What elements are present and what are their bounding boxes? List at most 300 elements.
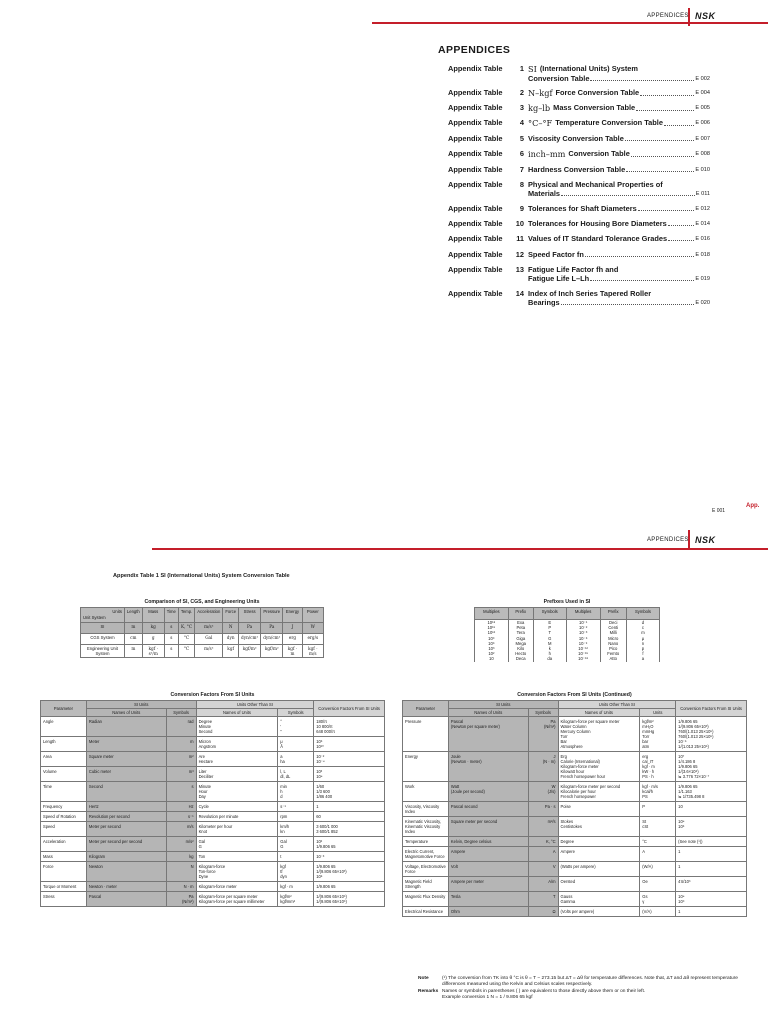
- comparison-col-header: Temp.: [178, 608, 194, 623]
- parameter-cell: Kinematic Viscosity, Kinematic Viscosity Index: [403, 817, 449, 837]
- other-name-cell: Gauss Gamma: [558, 892, 640, 907]
- parameter-cell: Mass: [41, 852, 87, 862]
- prefix-cell: Pico: [600, 646, 626, 651]
- remarks-text: Names or symbols in parentheses ( ) are equivalent to those directly above them or on their left.: [442, 989, 646, 994]
- toc-leader-dots: [590, 274, 694, 281]
- toc-entry-label: Appendix Table: [448, 149, 503, 159]
- si-symbol-cell: A/m: [528, 877, 558, 892]
- prefix-cell: Giga: [508, 636, 533, 641]
- other-name-cell: Oersted: [558, 877, 640, 892]
- toc-entry-title: [528, 250, 710, 259]
- comparison-cell: kgf/m²: [261, 645, 283, 658]
- units-label: Units: [112, 609, 122, 614]
- toc-leader-dots: [664, 118, 694, 126]
- si-symbol-cell: kg: [166, 852, 196, 862]
- comparison-col-header: Acceleration: [195, 608, 223, 623]
- si-name-cell: Volt: [448, 862, 528, 877]
- prefix-cell: 10¹⁸: [475, 620, 509, 626]
- toc-entry-text: (International Units) System: [539, 64, 638, 73]
- prefixes-header-row: [475, 608, 660, 620]
- si-name-cell: Joule (Newton · meter): [448, 752, 528, 782]
- si-symbol-cell: Pa (N/m²): [166, 892, 196, 907]
- toc-entry-label: Appendix Table: [448, 218, 503, 228]
- factor-cell: 1: [676, 847, 747, 862]
- conversion-factor-header: Conversion Factors From SI Units: [676, 701, 747, 717]
- toc-entry-text: Mass Conversion Table: [553, 102, 636, 112]
- toc-entry-text: Speed Factor fn: [528, 249, 584, 259]
- toc-entry-text: Bearings: [528, 297, 560, 307]
- si-name-cell: Square meter: [86, 752, 166, 767]
- si-name-cell: Tesla: [448, 892, 528, 907]
- toc-entry-line: [528, 103, 710, 113]
- toc-entry-title: [528, 234, 710, 243]
- conversion-row: [403, 752, 747, 782]
- conversion-row: [403, 802, 747, 817]
- comparison-col-header: Stress: [239, 608, 261, 623]
- other-name-cell: Kilogram-force meter per second Kilocalorie per hour French horsepower: [558, 782, 640, 802]
- other-units-header: Units Other Than SI: [196, 701, 314, 709]
- si-name-cell: Ohm: [448, 907, 528, 917]
- toc-entry-symbol: N–kgf: [528, 87, 553, 98]
- toc-entry-title: [528, 289, 710, 307]
- toc-entry[interactable]: [448, 204, 710, 219]
- factor-cell: 1/9.806 65: [314, 882, 385, 892]
- toc-entry[interactable]: [448, 64, 710, 88]
- toc-entry[interactable]: [448, 165, 710, 180]
- prefix-cell: Deci: [600, 620, 626, 626]
- comparison-table: [80, 607, 324, 658]
- prefix-cell: Tera: [508, 630, 533, 635]
- toc-entry-label: Appendix Table: [448, 64, 503, 73]
- factor-cell: 1/9.806 65 1/(9.806 65×10³) 10⁵: [314, 862, 385, 882]
- toc-entry-label: Appendix Table: [448, 87, 503, 97]
- prefix-cell: da: [533, 656, 566, 661]
- parameter-cell: Magnetic Field Strength: [403, 877, 449, 892]
- si-symbol-cell: N · m: [166, 882, 196, 892]
- toc-entry-label: Appendix Table: [448, 288, 503, 298]
- toc-entry-text: Viscosity Conversion Table: [528, 133, 624, 143]
- toc-entry-line: [528, 204, 710, 213]
- toc-leader-dots: [668, 219, 695, 226]
- comparison-cell: Gal: [195, 634, 223, 645]
- parameter-cell: Time: [41, 782, 87, 802]
- toc-entry-symbol: inch–mm: [528, 149, 566, 160]
- toc-entry-number: 3: [519, 102, 524, 112]
- conversion-row: [41, 737, 385, 752]
- si-symbol-cell: J (N · m): [528, 752, 558, 782]
- toc-entry-page: E 014: [695, 220, 710, 227]
- si-symbol-cell: V: [528, 862, 558, 877]
- si-name-cell: Kilogram: [86, 852, 166, 862]
- other-names-header: Names of Units: [558, 709, 640, 717]
- toc-entry-text: Hardness Conversion Table: [528, 164, 626, 174]
- si-name-cell: Pascal (Newton per square meter): [448, 717, 528, 752]
- toc-entry[interactable]: [448, 103, 710, 118]
- other-symbol-cell: ° ′ ″: [278, 717, 314, 737]
- toc-entry-label: Appendix Table: [448, 234, 503, 244]
- prefix-cell: P: [533, 625, 566, 630]
- comparison-row-name: CGS System: [81, 634, 125, 645]
- toc-entry-line: [528, 265, 710, 274]
- prefix-cell: 10⁻⁹: [566, 641, 600, 646]
- other-name-cell: Are Hectare: [196, 752, 278, 767]
- comparison-cell: J: [283, 623, 302, 634]
- comparison-cell: m/s²: [195, 623, 223, 634]
- nsk-logo-top: NSK: [695, 11, 716, 21]
- toc-entry-symbol: SI: [528, 64, 537, 74]
- si-name-cell: Ampere per meter: [448, 877, 528, 892]
- comparison-cell: s: [164, 623, 178, 634]
- other-name-cell: Kilogram-force meter: [196, 882, 278, 892]
- prefixes-caption: Prefixes Used in SI: [543, 599, 591, 605]
- toc-entry-title: [528, 165, 710, 174]
- other-name-cell: Minute Hour Day: [196, 782, 278, 802]
- comparison-cell: kgf · s²/m: [142, 645, 164, 658]
- prefix-cell: f: [626, 651, 659, 656]
- toc-list: [448, 64, 710, 312]
- other-name-cell: Stokes Centistokes: [558, 817, 640, 837]
- prefix-cell: h: [533, 651, 566, 656]
- toc-entry-title: [528, 134, 710, 143]
- conversion-row: [41, 882, 385, 892]
- factor-cell: 10⁴ 10⁹: [676, 892, 747, 907]
- prefixes-col-header: Symbols: [626, 608, 659, 620]
- parameter-cell: Speed: [41, 822, 87, 837]
- prefix-cell: μ: [626, 636, 659, 641]
- other-symbol-cell: Oe: [640, 877, 676, 892]
- toc-entry-line: [528, 134, 710, 143]
- factor-cell: 1/9.806 65 1/(9.806 65×10³) 760/(1.013 25×10⁵) 760/(1.013 25×10⁵) 10⁻⁵ 1/(1.013 25×10⁵): [676, 717, 747, 752]
- other-name-cell: (Watts per ampere): [558, 862, 640, 877]
- si-units-header: SI Units: [448, 701, 558, 709]
- other-symbol-cell: kgf/m² mH₂O mmHg Torr bar atm: [640, 717, 676, 752]
- other-name-cell: Micron Angstrom: [196, 737, 278, 752]
- comparison-col-header: Length: [124, 608, 142, 623]
- parameter-cell: Temperature: [403, 837, 449, 847]
- note-text: (¹) The conversion from TK into θ °C is θ = T − 273.15 but ΔT = Δθ for temperature differences. Note that, ΔT and Δθ represent temperature differences measured using the Kelvin and Celsius scales respectively.: [442, 976, 738, 987]
- toc-entry-title: [528, 219, 710, 228]
- toc-entry-text: Tolerances for Housing Bore Diameters: [528, 218, 667, 228]
- conversion-factor-header: Conversion Factors From SI Units: [314, 701, 385, 717]
- toc-leader-dots: [561, 189, 695, 196]
- toc-entry-title: [528, 204, 710, 213]
- parameter-cell: Frequency: [41, 802, 87, 812]
- parameter-cell: Stress: [41, 892, 87, 907]
- prefix-cell: Atto: [600, 656, 626, 661]
- toc-entry-page: E 012: [695, 205, 710, 212]
- header-label-bottom: APPENDICES: [647, 537, 689, 543]
- toc-entry-page: E 016: [695, 236, 710, 243]
- section-title: Appendix Table 1 SI (International Units) System Conversion Table: [113, 573, 290, 579]
- parameter-cell: Electrical Resistance: [403, 907, 449, 917]
- toc-entry-line: [528, 234, 710, 243]
- factor-cell: 10³ 10⁴: [314, 767, 385, 782]
- toc-entry[interactable]: [448, 234, 710, 249]
- toc-entry[interactable]: [448, 289, 710, 313]
- prefix-cell: Nano: [600, 641, 626, 646]
- toc-entry[interactable]: [448, 265, 710, 289]
- toc-entry-text: Force Conversion Table: [555, 87, 640, 97]
- toc-entry-label: Appendix Table: [448, 118, 503, 128]
- parameter-cell: Speed of Rotation: [41, 812, 87, 822]
- comparison-cell: °C: [178, 634, 194, 645]
- si-symbol-cell: K, °C: [528, 837, 558, 847]
- other-symbol-cell: kgf · m: [278, 882, 314, 892]
- parameter-cell: Magnetic Flux Density: [403, 892, 449, 907]
- other-name-cell: Kilogram-force per square meter Kilogram-force per square millimeter: [196, 892, 278, 907]
- other-symbol-cell: km/h kn: [278, 822, 314, 837]
- other-symbol-cell: min h d: [278, 782, 314, 802]
- toc-entry[interactable]: [448, 219, 710, 234]
- toc-entry-text: Materials: [528, 188, 561, 198]
- prefix-cell: k: [533, 646, 566, 651]
- toc-entry-symbol: kg–lb: [528, 102, 551, 113]
- other-symbol-cell: Gs γ: [640, 892, 676, 907]
- si-symbol-cell: rad: [166, 717, 196, 737]
- parameter-cell: Area: [41, 752, 87, 767]
- conversion-row: [41, 812, 385, 822]
- other-name-cell: Kilogram-force per square meter Water Column Mercury Column Torr Bar Atmosphere: [558, 717, 640, 752]
- toc-entry-text: Fatigue Life L–Lh: [528, 274, 590, 284]
- si-name-cell: Newton: [86, 862, 166, 882]
- comparison-cell: W: [302, 623, 323, 634]
- other-name-cell: Ton: [196, 852, 278, 862]
- comparison-corner-cell: [81, 608, 125, 623]
- toc-entry[interactable]: [448, 88, 710, 103]
- prefix-cell: 10⁻²: [566, 625, 600, 630]
- other-symbol-cell: a ha: [278, 752, 314, 767]
- parameter-cell: Viscosity, Viscosity Index: [403, 802, 449, 817]
- toc-leader-dots: [585, 250, 695, 257]
- comparison-row: [81, 645, 324, 658]
- toc-leader-dots: [626, 165, 694, 172]
- toc-entry-number: 4: [519, 118, 524, 128]
- toc-entry[interactable]: [448, 134, 710, 149]
- comparison-caption: Comparison of SI, CGS, and Engineering Units: [144, 599, 260, 605]
- toc-leader-dots: [640, 88, 694, 96]
- prefixes-table: [474, 607, 660, 662]
- prefix-cell: T: [533, 630, 566, 635]
- toc-leader-dots: [631, 149, 695, 157]
- si-name-cell: Meter per second per second: [86, 837, 166, 852]
- si-symbol-cell: Hz: [166, 802, 196, 812]
- comparison-col-header: Pressure: [261, 608, 283, 623]
- toc-entry[interactable]: [448, 250, 710, 265]
- toc-entry-line: [528, 118, 710, 128]
- parameter-cell: Angle: [41, 717, 87, 737]
- toc-entry-line: [528, 165, 710, 174]
- other-symbols-header: Symbols: [278, 709, 314, 717]
- other-symbol-cell: P: [640, 802, 676, 817]
- comparison-cell: Pa: [239, 623, 261, 634]
- conversion-row: [403, 817, 747, 837]
- si-symbol-cell: T: [528, 892, 558, 907]
- other-symbol-cell: kgf tf dyn: [278, 862, 314, 882]
- other-name-cell: Cycle: [196, 802, 278, 812]
- conversion-header-row: [41, 701, 385, 709]
- toc-leader-dots: [590, 74, 694, 81]
- conversion-row: [403, 782, 747, 802]
- other-units-header: Units Other Than SI: [558, 701, 676, 709]
- toc-entry-text: Conversion Table: [528, 74, 590, 83]
- conversion-row: [403, 847, 747, 862]
- prefixes-col-header: Multiples: [566, 608, 600, 620]
- comparison-cell: Pa: [261, 623, 283, 634]
- conversion-row: [403, 892, 747, 907]
- prefix-cell: 10²: [475, 651, 509, 656]
- other-symbol-cell: (V/A): [640, 907, 676, 917]
- prefix-cell: Centi: [600, 625, 626, 630]
- prefix-cell: Mega: [508, 641, 533, 646]
- prefix-cell: Milli: [600, 630, 626, 635]
- comparison-cell: kgf/m²: [239, 645, 261, 658]
- parameter-cell: Length: [41, 737, 87, 752]
- toc-entry-number: 10: [515, 218, 524, 228]
- toc-entry-line: [528, 250, 710, 259]
- si-name-cell: Newton · meter: [86, 882, 166, 892]
- other-symbol-cell: t: [278, 852, 314, 862]
- toc-entry-line: [528, 64, 710, 74]
- toc-leader-dots: [668, 234, 694, 241]
- si-name-cell: Cubic meter: [86, 767, 166, 782]
- toc-entry-label: Appendix Table: [448, 249, 503, 259]
- toc-entry-line: [528, 289, 710, 298]
- other-name-cell: Ampere: [558, 847, 640, 862]
- prefix-cell: m: [626, 630, 659, 635]
- si-name-cell: Radian: [86, 717, 166, 737]
- prefix-cell: M: [533, 641, 566, 646]
- comparison-row: [81, 623, 324, 634]
- toc-leader-dots: [636, 103, 694, 111]
- toc-entry[interactable]: [448, 180, 710, 204]
- other-symbol-cell: A: [640, 847, 676, 862]
- toc-entry[interactable]: [448, 118, 710, 133]
- prefixes-col-header: Prefix: [600, 608, 626, 620]
- prefix-cell: Hecto: [508, 651, 533, 656]
- other-symbol-cell: erg cal_IT kgf · m kW · h PS · h: [640, 752, 676, 782]
- prefix-cell: 10⁻³: [566, 630, 600, 635]
- toc-entry-title: [528, 103, 710, 113]
- si-symbol-cell: W (J/s): [528, 782, 558, 802]
- conversion-header-row: [403, 701, 747, 709]
- other-name-cell: Revolution per minute: [196, 812, 278, 822]
- toc-entry-text: Conversion Table: [568, 149, 630, 159]
- toc-entry-page: E 006: [695, 120, 710, 127]
- toc-entry-number: 8: [519, 179, 524, 189]
- other-name-cell: Kilogram-force Ton-force Dyne: [196, 862, 278, 882]
- toc-entry-number: 6: [519, 149, 524, 159]
- toc-entry-text: Temperature Conversion Table: [555, 118, 663, 128]
- si-name-cell: Square meter per second: [448, 817, 528, 837]
- example-text: Example conversion 1 N = 1 / 9.806 65 kgf: [442, 995, 533, 1000]
- other-symbols-header: Units: [640, 709, 676, 717]
- toc-entry-page: E 018: [695, 251, 710, 258]
- toc-entry-line: [528, 149, 710, 159]
- comparison-row: [81, 634, 324, 645]
- si-symbol-cell: Pa (N/m²): [528, 717, 558, 752]
- factor-cell: 1/9.806 65 1/1.163 ≒ 1/735.498 8: [676, 782, 747, 802]
- toc-entry-line: [528, 274, 710, 283]
- toc-entry-title: [528, 265, 710, 283]
- si-name-cell: Meter per second: [86, 822, 166, 837]
- factor-cell: 10² 1/9.806 65: [314, 837, 385, 852]
- comparison-cell: dyn: [223, 634, 239, 645]
- conversion-row: [41, 892, 385, 907]
- toc-entry-page: E 004: [695, 89, 710, 96]
- other-symbol-cell: (W/A): [640, 862, 676, 877]
- si-name-cell: Ampere: [448, 847, 528, 862]
- toc-entry-title: [528, 88, 710, 98]
- comparison-cell: kgf · m: [283, 645, 302, 658]
- si-name-cell: Meter: [86, 737, 166, 752]
- parameter-header: Parameter: [41, 701, 87, 717]
- si-name-cell: Second: [86, 782, 166, 802]
- comparison-cell: m/s²: [195, 645, 223, 658]
- other-name-cell: Kilometer per hour Knot: [196, 822, 278, 837]
- toc-entry-number: 14: [515, 288, 524, 298]
- toc-entry-label: Appendix Table: [448, 203, 503, 213]
- toc-entry-text: Index of Inch Series Tapered Roller: [528, 288, 652, 298]
- page-number-top: E 001: [712, 508, 726, 514]
- conversion-row: [41, 862, 385, 882]
- comparison-col-header: Energy: [283, 608, 302, 623]
- appendix-tab-label[interactable]: App.: [746, 503, 760, 509]
- comparison-cell: g: [142, 634, 164, 645]
- si-symbol-cell: m/s²: [166, 837, 196, 852]
- toc-entry-number: 7: [519, 164, 524, 174]
- comparison-cell: m: [124, 623, 142, 634]
- prefix-cell: G: [533, 636, 566, 641]
- toc-entry-number: 12: [515, 249, 524, 259]
- toc-entry[interactable]: [448, 149, 710, 164]
- conversion-row: [41, 717, 385, 737]
- comparison-row-name: Engineering Unit System: [81, 645, 125, 658]
- si-symbol-cell: m/s: [166, 822, 196, 837]
- other-symbol-cell: μ Å: [278, 737, 314, 752]
- header-rule-top: [372, 22, 768, 24]
- comparison-cell: kgf: [223, 645, 239, 658]
- factor-cell: 10⁻² 10⁻⁴: [314, 752, 385, 767]
- parameter-header: Parameter: [403, 701, 449, 717]
- si-name-cell: Pascal: [86, 892, 166, 907]
- si-symbol-cell: s⁻¹: [166, 812, 196, 822]
- si-name-cell: Revolution per second: [86, 812, 166, 822]
- conversion-row: [41, 837, 385, 852]
- prefix-cell: n: [626, 641, 659, 646]
- conversion-row: [403, 907, 747, 917]
- prefix-cell: 10⁻⁶: [566, 636, 600, 641]
- other-name-cell: Gal G: [196, 837, 278, 852]
- prefix-row: [475, 656, 660, 661]
- prefix-cell: Kilo: [508, 646, 533, 651]
- prefix-cell: 10⁶: [475, 641, 509, 646]
- toc-entry-label: Appendix Table: [448, 133, 503, 143]
- toc-entry-label: Appendix Table: [448, 164, 503, 174]
- si-name-cell: Watt (Joule per second): [448, 782, 528, 802]
- conversion-table-left: [40, 700, 385, 907]
- si-symbol-cell: Ω: [528, 907, 558, 917]
- factor-cell: 10: [676, 802, 747, 817]
- other-names-header: Names of Units: [196, 709, 278, 717]
- si-symbol-cell: m³: [166, 767, 196, 782]
- conversion-row: [41, 822, 385, 837]
- toc-entry-number: 9: [519, 203, 524, 213]
- toc-entry-title: [528, 64, 710, 83]
- toc-entry-number: 13: [515, 265, 524, 275]
- factor-cell: 1: [314, 802, 385, 812]
- other-symbol-cell: kgf/m² kgf/mm²: [278, 892, 314, 907]
- toc-entry-page: E 008: [695, 151, 710, 158]
